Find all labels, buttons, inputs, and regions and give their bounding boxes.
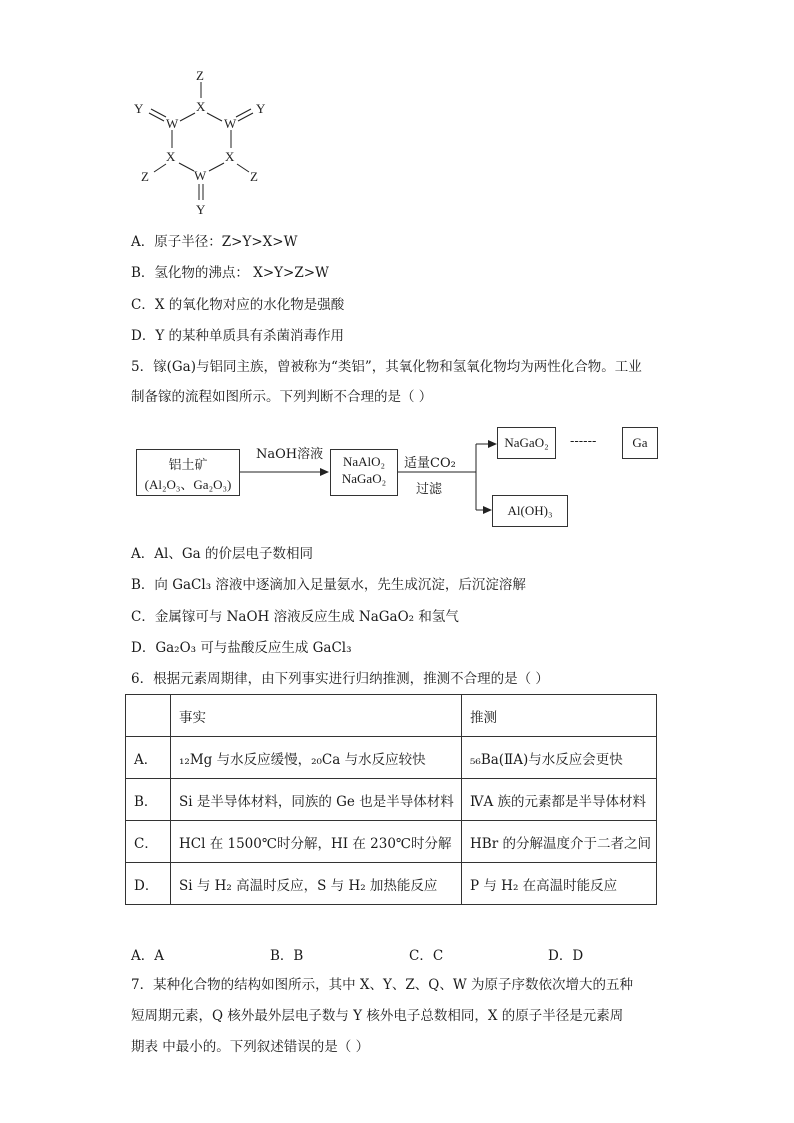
q4-option-b: B．氢化物的沸点： X>Y>Z>W	[131, 265, 329, 281]
atom-y-bottom: Y	[196, 202, 206, 217]
atom-x-left: X	[166, 149, 176, 164]
atom-y-right: Y	[256, 101, 266, 116]
table-cell: B．	[126, 779, 171, 821]
table-cell: P 与 H₂ 在高温时能反应	[462, 863, 657, 905]
table-cell: HBr 的分解温度介于二者之间	[462, 821, 657, 863]
atom-z-right: Z	[250, 169, 258, 184]
atom-x-right: X	[225, 149, 235, 164]
q7-line3: 期表 中最小的。下列叙述错误的是（ ）	[131, 1039, 370, 1055]
q5-stem-line2: 制备镓的流程如图所示。下列判断不合理的是（ ）	[131, 389, 433, 405]
atom-z-top: Z	[196, 68, 204, 83]
arrow2-label-top: 适量CO₂	[404, 456, 456, 471]
q6-answer-d: D．D	[548, 948, 584, 964]
q5-stem-line1: 5．镓(Ga)与铝同主族，曾被称为“类铝”，其氧化物和氢氧化物均为两性化合物。工业	[131, 359, 642, 375]
q5-option-a: A．Al、Ga 的价层电子数相同	[131, 546, 313, 562]
q6-answer-a: A．A	[131, 948, 164, 964]
q6-stem: 6．根据元素周期律，由下列事实进行归纳推测，推测不合理的是（ ）	[131, 671, 549, 687]
q6-answer-b: B．B	[270, 948, 304, 964]
atom-y-left: Y	[134, 101, 144, 116]
atom-x-top: X	[196, 99, 206, 114]
table-header-row	[126, 695, 657, 737]
q5-option-c: C．金属镓可与 NaOH 溶液反应生成 NaGaO₂ 和氢气	[131, 609, 459, 625]
nagao2-label: NaGaO₂	[341, 471, 387, 486]
table-cell: D．	[126, 863, 171, 905]
q5-option-b: B．向 GaCl₃ 溶液中逐滴加入足量氨水，先生成沉淀，后沉淀溶解	[131, 577, 526, 593]
naalo2-label: NaAlO₂	[342, 454, 386, 469]
aloh3-label: Al(OH)₃	[507, 503, 553, 518]
arrow1-label: NaOH溶液	[256, 447, 324, 462]
table-row	[126, 779, 657, 821]
table-cell: HCl 在 1500℃时分解，HI 在 230℃时分解	[171, 821, 462, 863]
molecule-structure	[128, 62, 278, 222]
q5-option-d: D．Ga₂O₃ 可与盐酸反应生成 GaCl₃	[131, 640, 352, 656]
flow-dots: ------	[570, 434, 597, 449]
q7-line2: 短周期元素，Q 核外最外层电子数与 Y 核外电子总数相同，X 的原子半径是元素周	[131, 1008, 624, 1024]
ga-label: Ga	[632, 435, 648, 450]
table-cell: ₁₂Mg 与水反应缓慢，₂₀Ca 与水反应较快	[171, 737, 462, 779]
flow-box-aluminate	[330, 449, 398, 496]
q4-option-d: D．Y 的某种单质具有杀菌消毒作用	[131, 328, 345, 344]
q4-option-a: A．原子半径：Z>Y>X>W	[131, 234, 298, 250]
atom-w-right: W	[224, 116, 237, 131]
nagao2-result-label: NaGaO₂	[504, 435, 549, 450]
q6-answer-c: C．C	[409, 948, 444, 964]
table-row	[126, 821, 657, 863]
table-cell: Si 与 H₂ 高温时反应，S 与 H₂ 加热能反应	[171, 863, 462, 905]
table-cell: C．	[126, 821, 171, 863]
atom-z-left: Z	[141, 169, 149, 184]
q6-table	[125, 694, 657, 905]
table-cell: ⅣA 族的元素都是半导体材料	[462, 779, 657, 821]
flow-box-ga	[622, 427, 658, 459]
bauxite-label: 铝土矿	[168, 457, 208, 472]
table-row	[126, 863, 657, 905]
table-header-cell: 推测	[462, 695, 657, 737]
q7-line1: 7．某种化合物的结构如图所示，其中 X、Y、Z、Q、W 为原子序数依次增大的五种	[131, 977, 634, 993]
atom-w-bottom: W	[194, 168, 207, 183]
bauxite-composition: (Al₂O₃、Ga₂O₃)	[144, 477, 232, 492]
table-header-cell	[126, 695, 171, 737]
table-row	[126, 737, 657, 779]
table-cell: A．	[126, 737, 171, 779]
table-cell: Si 是半导体材料，同族的 Ge 也是半导体材料	[171, 779, 462, 821]
flow-box-aloh3	[492, 495, 568, 527]
table-header-cell: 事实	[171, 695, 462, 737]
atom-w-left: W	[166, 116, 179, 131]
arrow1	[240, 466, 330, 478]
arrow2-branch	[398, 428, 498, 518]
arrow2-label-bottom: 过滤	[416, 482, 443, 497]
table-cell: ₅₆Ba(ⅡA)与水反应会更快	[462, 737, 657, 779]
flow-box-nagao2	[497, 427, 556, 459]
q4-option-c: C．X 的氧化物对应的水化物是强酸	[131, 297, 345, 313]
flow-box-bauxite	[136, 449, 240, 496]
